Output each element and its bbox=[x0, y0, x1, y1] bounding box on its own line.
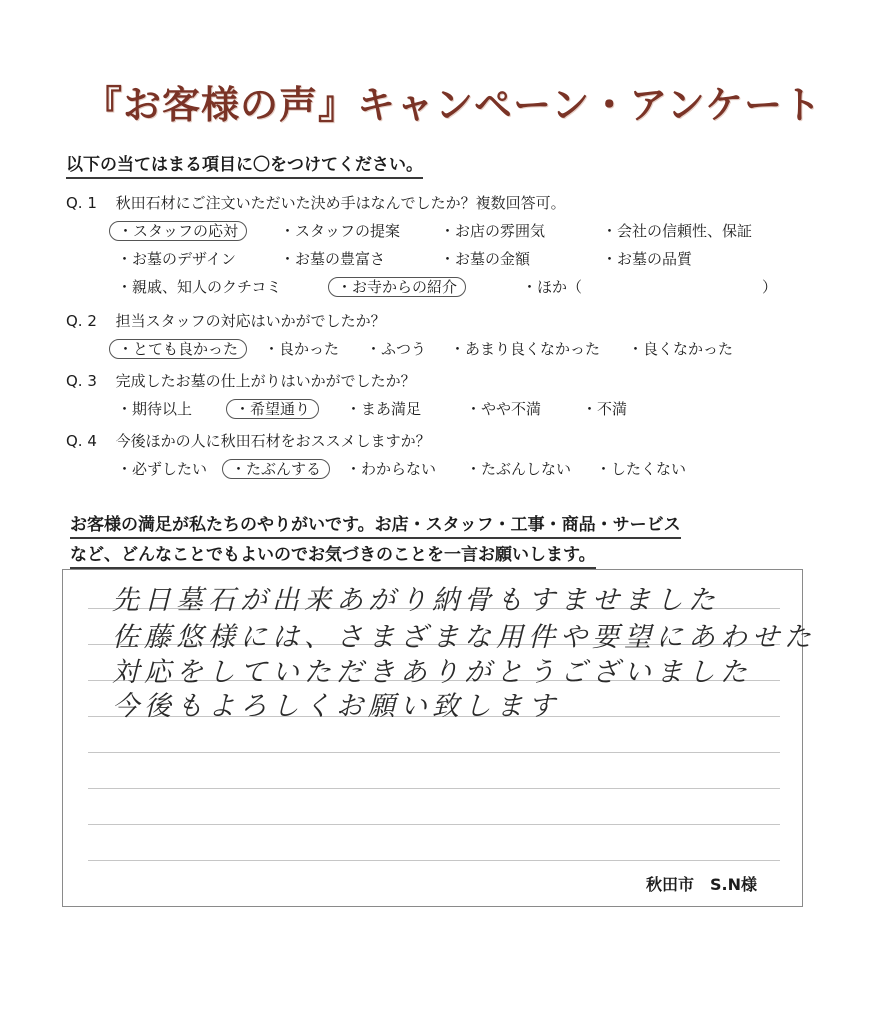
q2-option-average[interactable]: ・ふつう bbox=[366, 340, 427, 358]
question-2 bbox=[66, 310, 386, 331]
q4-option-definitely[interactable]: ・必ずしたい bbox=[117, 460, 208, 478]
ruled-line bbox=[88, 752, 780, 753]
q1-option-other-close: ） bbox=[762, 278, 778, 296]
question-1 bbox=[66, 192, 566, 213]
q1-option-staff-response[interactable]: ・スタッフの応対 bbox=[109, 221, 247, 241]
q3-option-fairly-satisfied[interactable]: ・まあ満足 bbox=[346, 400, 422, 418]
ruled-line bbox=[88, 824, 780, 825]
q3-option-dissatisfied[interactable]: ・不満 bbox=[582, 400, 628, 418]
question-4 bbox=[66, 430, 431, 451]
q2-option-not-good[interactable]: ・良くなかった bbox=[628, 340, 734, 358]
question-1-text: 秋田石材にご注文いただいた決め手はなんでしたか？複数回答可。 bbox=[115, 194, 566, 212]
question-3-text: 完成したお墓の仕上がりはいかがでしたか？ bbox=[115, 372, 416, 390]
question-4-label: Q. 4 bbox=[66, 432, 97, 450]
ruled-line bbox=[88, 860, 780, 861]
q4-option-unsure[interactable]: ・わからない bbox=[346, 460, 437, 478]
question-2-label: Q. 2 bbox=[66, 312, 97, 330]
q1-option-staff-proposal[interactable]: ・スタッフの提案 bbox=[280, 222, 401, 240]
handwritten-line-2: 佐藤悠様には、さまざまな用件や要望にあわせた bbox=[112, 622, 816, 653]
q1-option-grave-price[interactable]: ・お墓の金額 bbox=[440, 250, 531, 268]
q1-option-shop-atmosphere[interactable]: ・お店の雰囲気 bbox=[440, 222, 546, 240]
q1-option-grave-quality[interactable]: ・お墓の品質 bbox=[602, 250, 693, 268]
handwritten-line-3: 対応をしていただきありがとうございました bbox=[112, 657, 752, 688]
q1-option-grave-design[interactable]: ・お墓のデザイン bbox=[117, 250, 236, 268]
q1-option-word-of-mouth[interactable]: ・親戚、知人のクチコミ bbox=[117, 278, 282, 296]
question-4-text: 今後ほかの人に秋田石材をおススメしますか？ bbox=[115, 432, 431, 450]
handwritten-line-1: 先日墓石が出来あがり納骨もすませました bbox=[112, 585, 720, 616]
instruction-heading: 以下の当てはまる項目に〇をつけてください。 bbox=[66, 150, 423, 179]
q4-option-no[interactable]: ・したくない bbox=[596, 460, 687, 478]
question-1-label: Q. 1 bbox=[66, 194, 97, 212]
q1-option-other[interactable]: ・ほか（ bbox=[522, 278, 583, 296]
question-3 bbox=[66, 370, 416, 391]
q2-option-not-so-good[interactable]: ・あまり良くなかった bbox=[450, 340, 601, 358]
q1-option-company-trust[interactable]: ・会社の信頼性、保証 bbox=[602, 222, 753, 240]
q3-option-as-hoped[interactable]: ・希望通り bbox=[226, 399, 319, 419]
q1-option-temple-referral[interactable]: ・お寺からの紹介 bbox=[328, 277, 466, 297]
customer-signature: 秋田市 S.N様 bbox=[646, 875, 757, 894]
q3-option-somewhat-dissatisfied[interactable]: ・やや不満 bbox=[466, 400, 542, 418]
q2-option-good[interactable]: ・良かった bbox=[264, 340, 340, 358]
handwritten-line-4: 今後もよろしくお願い致します bbox=[112, 691, 560, 722]
q4-option-probably[interactable]: ・たぶんする bbox=[222, 459, 330, 479]
survey-title: 『お客様の声』キャンペーン・アンケート bbox=[84, 83, 822, 127]
comment-prompt-line-1: お客様の満足が私たちのやりがいです。お店・スタッフ・工事・商品・サービス bbox=[70, 515, 681, 539]
comment-prompt-line-2: など、どんなことでもよいのでお気づきのことを一言お願いします。 bbox=[70, 545, 596, 569]
q4-option-probably-not[interactable]: ・たぶんしない bbox=[466, 460, 572, 478]
ruled-line bbox=[88, 788, 780, 789]
q1-option-grave-variety[interactable]: ・お墓の豊富さ bbox=[280, 250, 386, 268]
question-3-label: Q. 3 bbox=[66, 372, 97, 390]
question-2-text: 担当スタッフの対応はいかがでしたか？ bbox=[115, 312, 386, 330]
q3-option-exceeded[interactable]: ・期待以上 bbox=[117, 400, 193, 418]
q2-option-very-good[interactable]: ・とても良かった bbox=[109, 339, 247, 359]
